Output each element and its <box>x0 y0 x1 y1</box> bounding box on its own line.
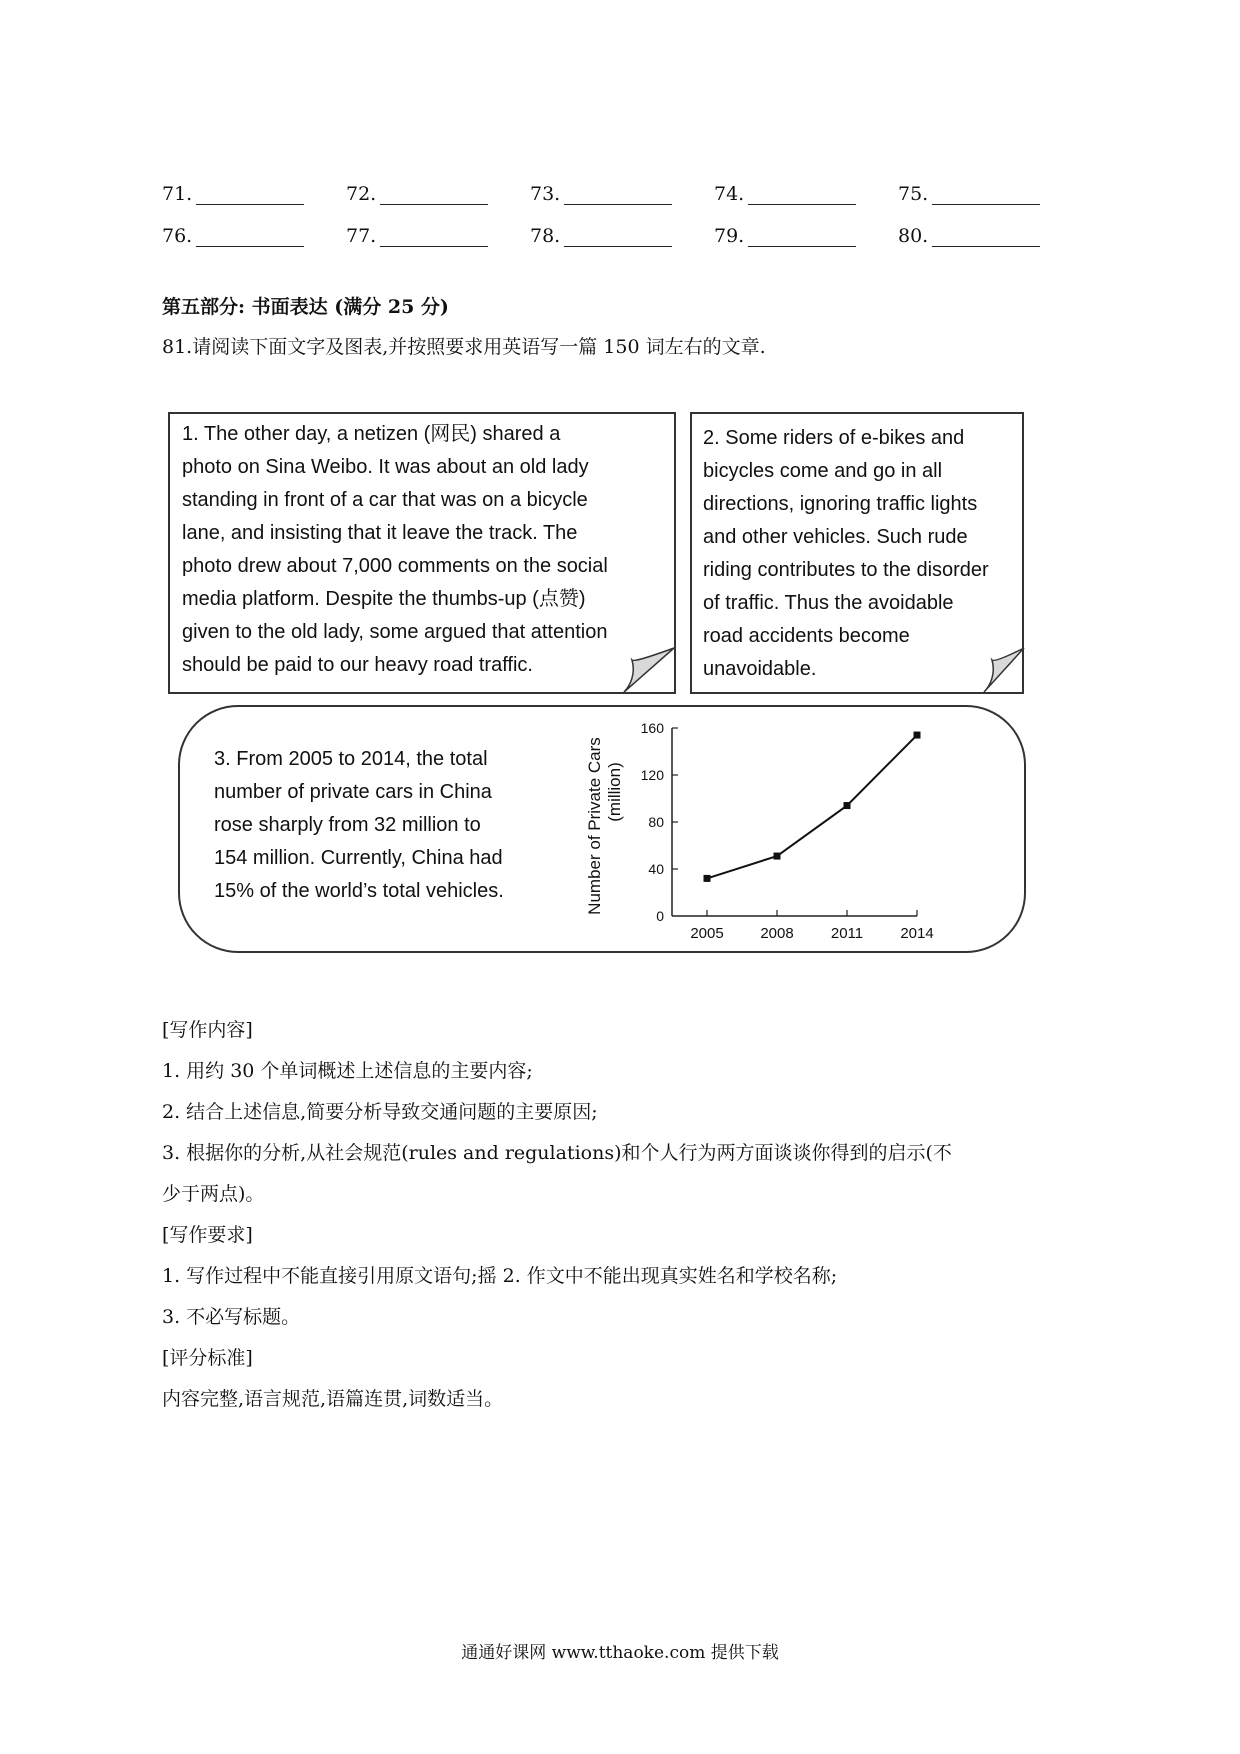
answer-blank[interactable] <box>530 183 714 205</box>
blank-line[interactable] <box>748 228 856 247</box>
box-line: photo drew about 7,000 comments on the social <box>182 555 608 577</box>
blank-line[interactable] <box>564 186 672 205</box>
box-line: media platform. Despite the thumbs-up (点赞) <box>182 588 586 610</box>
box-line: number of private cars in China <box>214 781 492 803</box>
blank-number: 80. <box>898 225 929 247</box>
page-curl-icon <box>612 646 676 694</box>
blank-line[interactable] <box>932 228 1040 247</box>
answer-row-1 <box>162 163 1082 205</box>
blank-line[interactable] <box>932 186 1040 205</box>
blank-number: 76. <box>162 225 193 247</box>
y-tick-label: 80 <box>648 814 664 830</box>
y-axis-label: Number of Private Cars <box>585 737 604 915</box>
box-line: given to the old lady, some argued that attention <box>182 621 608 643</box>
blank-line[interactable] <box>380 228 488 247</box>
answer-blanks <box>162 163 1082 247</box>
blank-line[interactable] <box>196 228 304 247</box>
content-heading: [写作内容] <box>162 1019 253 1041</box>
box-line: 1. The other day, a netizen (网民) shared a <box>182 423 561 445</box>
material-box-1 <box>168 412 676 694</box>
box-line: riding contributes to the disorder <box>703 559 989 581</box>
x-tick-label: 2014 <box>900 925 934 942</box>
scoring-text: 内容完整,语言规范,语篇连贯,词数适当。 <box>162 1388 504 1410</box>
instructions <box>162 1010 1062 1420</box>
blank-line[interactable] <box>196 186 304 205</box>
answer-blank[interactable] <box>346 225 530 247</box>
blank-number: 79. <box>714 225 745 247</box>
content-item: 2. 结合上述信息,简要分析导致交通问题的主要原因; <box>162 1101 598 1123</box>
box-line: of traffic. Thus the avoidable <box>703 592 954 614</box>
box-line: directions, ignoring traffic lights <box>703 493 978 515</box>
content-item: 少于两点)。 <box>162 1183 265 1205</box>
blank-line[interactable] <box>748 186 856 205</box>
answer-blank[interactable] <box>530 225 714 247</box>
x-tick-label: 2011 <box>830 925 864 942</box>
x-tick-label: 2008 <box>760 925 794 942</box>
blank-number: 72. <box>346 183 377 205</box>
private-cars-chart <box>580 710 940 950</box>
x-tick-label: 2005 <box>690 925 724 942</box>
box-line: bicycles come and go in all <box>703 460 943 482</box>
box-line: rose sharply from 32 million to <box>214 814 481 836</box>
box-line: photo on Sina Weibo. It was about an old lady <box>182 456 589 478</box>
blank-number: 73. <box>530 183 561 205</box>
box-line: 154 million. Currently, China had <box>214 847 503 869</box>
footer-download-note: 通通好课网 www.tthaoke.com 提供下载 <box>461 1643 779 1663</box>
y-tick-label: 40 <box>648 861 664 877</box>
box-line: 3. From 2005 to 2014, the total <box>214 748 488 770</box>
answer-blank[interactable] <box>898 225 1082 247</box>
y-tick-label: 160 <box>640 720 664 736</box>
blank-number: 75. <box>898 183 929 205</box>
section-title: 第五部分: 书面表达 (满分 25 分) <box>162 296 449 318</box>
answer-blank[interactable] <box>162 225 346 247</box>
box-line: unavoidable. <box>703 658 817 680</box>
task-intro: 81.请阅读下面文字及图表,并按照要求用英语写一篇 150 词左右的文章. <box>162 336 766 358</box>
blank-line[interactable] <box>564 228 672 247</box>
box-line: road accidents become <box>703 625 910 647</box>
scoring-heading: [评分标准] <box>162 1347 253 1369</box>
blank-number: 77. <box>346 225 377 247</box>
box-line: should be paid to our heavy road traffic. <box>182 654 533 676</box>
answer-blank[interactable] <box>346 183 530 205</box>
y-axis-unit-label: (million) <box>605 762 624 822</box>
data-point <box>914 732 921 739</box>
data-point <box>774 853 781 860</box>
box-line: lane, and insisting that it leave the track. The <box>182 522 578 544</box>
box-line: 15% of the world’s total vehicles. <box>214 880 504 902</box>
blank-number: 71. <box>162 183 193 205</box>
box-line: 2. Some riders of e-bikes and <box>703 427 965 449</box>
blank-number: 78. <box>530 225 561 247</box>
answer-blank[interactable] <box>714 183 898 205</box>
requirements-heading: [写作要求] <box>162 1224 253 1246</box>
series-line <box>707 735 917 878</box>
page-curl-icon <box>974 646 1026 694</box>
answer-blank[interactable] <box>714 225 898 247</box>
y-tick-label: 0 <box>656 908 664 924</box>
answer-row-2 <box>162 205 1082 247</box>
answer-blank[interactable] <box>898 183 1082 205</box>
blank-number: 74. <box>714 183 745 205</box>
content-item: 1. 用约 30 个单词概述上述信息的主要内容; <box>162 1060 533 1082</box>
answer-blank[interactable] <box>162 183 346 205</box>
blank-line[interactable] <box>380 186 488 205</box>
box-3-text <box>214 743 554 908</box>
y-tick-label: 120 <box>640 767 664 783</box>
box-line: and other vehicles. Such rude <box>703 526 968 548</box>
data-point <box>844 802 851 809</box>
requirement-item: 1. 写作过程中不能直接引用原文语句;摇 2. 作文中不能出现真实姓名和学校名称; <box>162 1265 838 1287</box>
data-point <box>704 875 711 882</box>
requirement-item: 3. 不必写标题。 <box>162 1306 301 1328</box>
content-item: 3. 根据你的分析,从社会规范(rules and regulations)和个人行为两方面谈谈你得到的启示(不 <box>162 1142 952 1164</box>
box-line: standing in front of a car that was on a bicycle <box>182 489 588 511</box>
